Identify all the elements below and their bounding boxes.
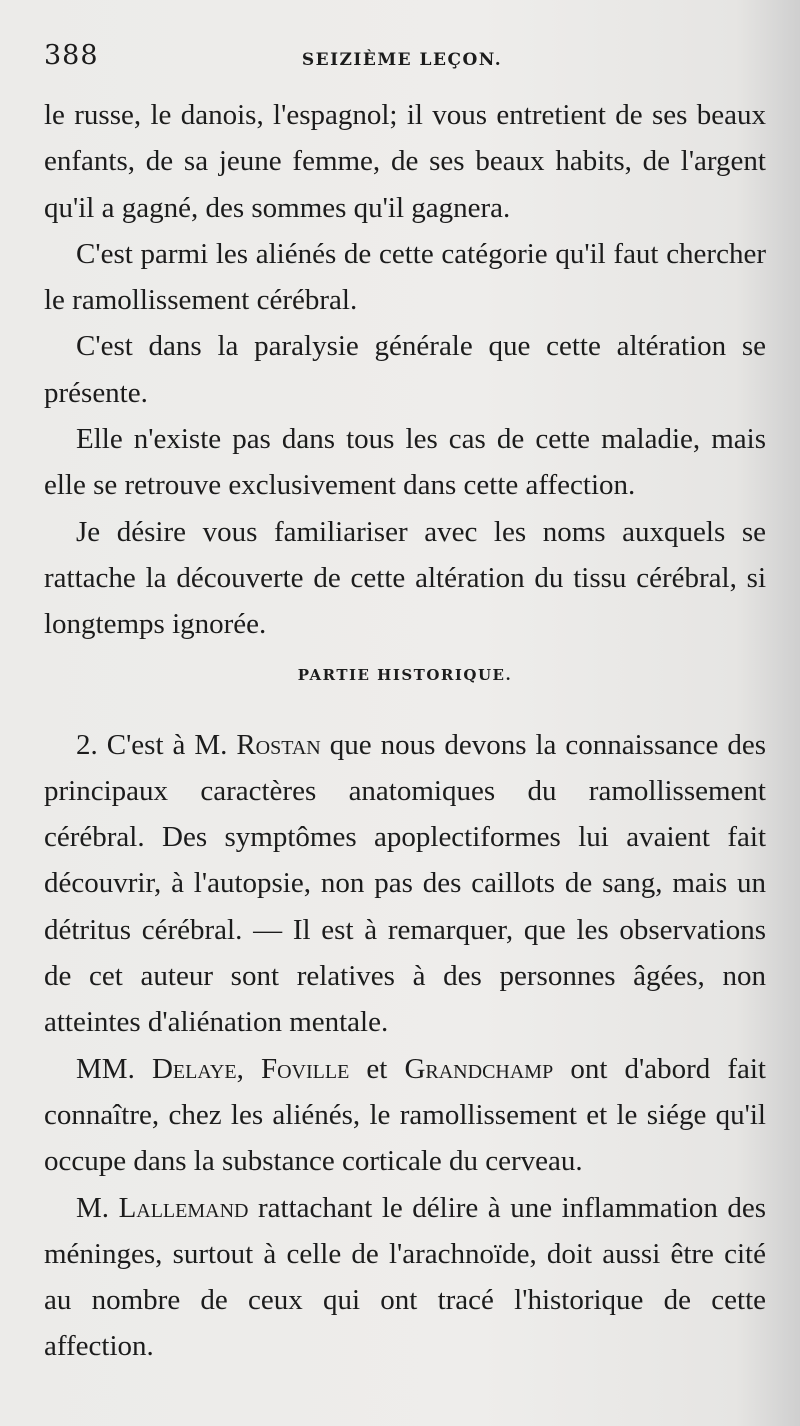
paragraph xyxy=(44,722,766,1046)
paragraph: C'est dans la paralysie générale que cette altération se présente. xyxy=(44,330,766,409)
section-title: PARTIE HISTORIQUE. xyxy=(297,665,513,684)
page-number: 388 xyxy=(44,40,99,71)
paragraph: le russe, le danois, l'espagnol; il vous entretient de ses beaux enfants, de sa jeune femme, de ses beaux habits, de l'argent qu'il a gagné, des sommes qu'il gagnera. xyxy=(44,99,766,224)
paragraph: Elle n'existe pas dans tous les cas de cette maladie, mais elle se retrouve exclusivement dans cette affection. xyxy=(44,423,766,502)
text-run: que nous devons la connaissance des principaux caractères anatomiques du ramollissement cérébral. Des symptômes apoplectiformes lui avaient fait découvrir, à l'autopsie, non pas des caillots de sang, mais un détritus cérébral. — Il est à remarquer, que les observations de cet auteur sont relatives à des personnes âgées, non atteintes d'aliénation mentale. xyxy=(44,728,766,1039)
author-name: Delaye xyxy=(151,1052,237,1085)
text-run: M. xyxy=(76,1191,119,1224)
author-name: Lallemand xyxy=(118,1191,249,1224)
paragraph: C'est parmi les aliénés de cette catégorie qu'il faut chercher le ramollissement cérébral. xyxy=(44,237,766,317)
text-run: ont d'abord fait connaître, chez les aliénés, le ramollissement et le siége qu'il occupe dans la substance corticale du cerveau. xyxy=(44,1052,766,1178)
author-name: Rostan xyxy=(236,728,321,761)
body-text xyxy=(44,92,766,1370)
paragraph xyxy=(44,1046,766,1185)
page-header xyxy=(44,40,760,80)
running-head: SEIZIÈME LEÇON. xyxy=(301,50,503,70)
text-run: , xyxy=(236,1052,261,1085)
paragraph: Je désire vous familiariser avec les noms auxquels se rattache la découverte de cette altération du tissu cérébral, si longtemps ignorée. xyxy=(44,515,766,641)
text-run: 2. C'est à M. xyxy=(76,728,237,761)
text-run: MM. xyxy=(76,1052,152,1085)
author-name: Foville xyxy=(260,1052,350,1085)
text-run: et xyxy=(349,1052,405,1085)
author-name: Grandchamp xyxy=(404,1052,554,1085)
text-run: rattachant le délire à une inflammation des méninges, surtout à celle de l'arachnoïde, doit aussi être cité au nombre de ceux qui ont tracé l'historique de cette affection. xyxy=(44,1191,766,1363)
paragraph xyxy=(44,1185,766,1370)
